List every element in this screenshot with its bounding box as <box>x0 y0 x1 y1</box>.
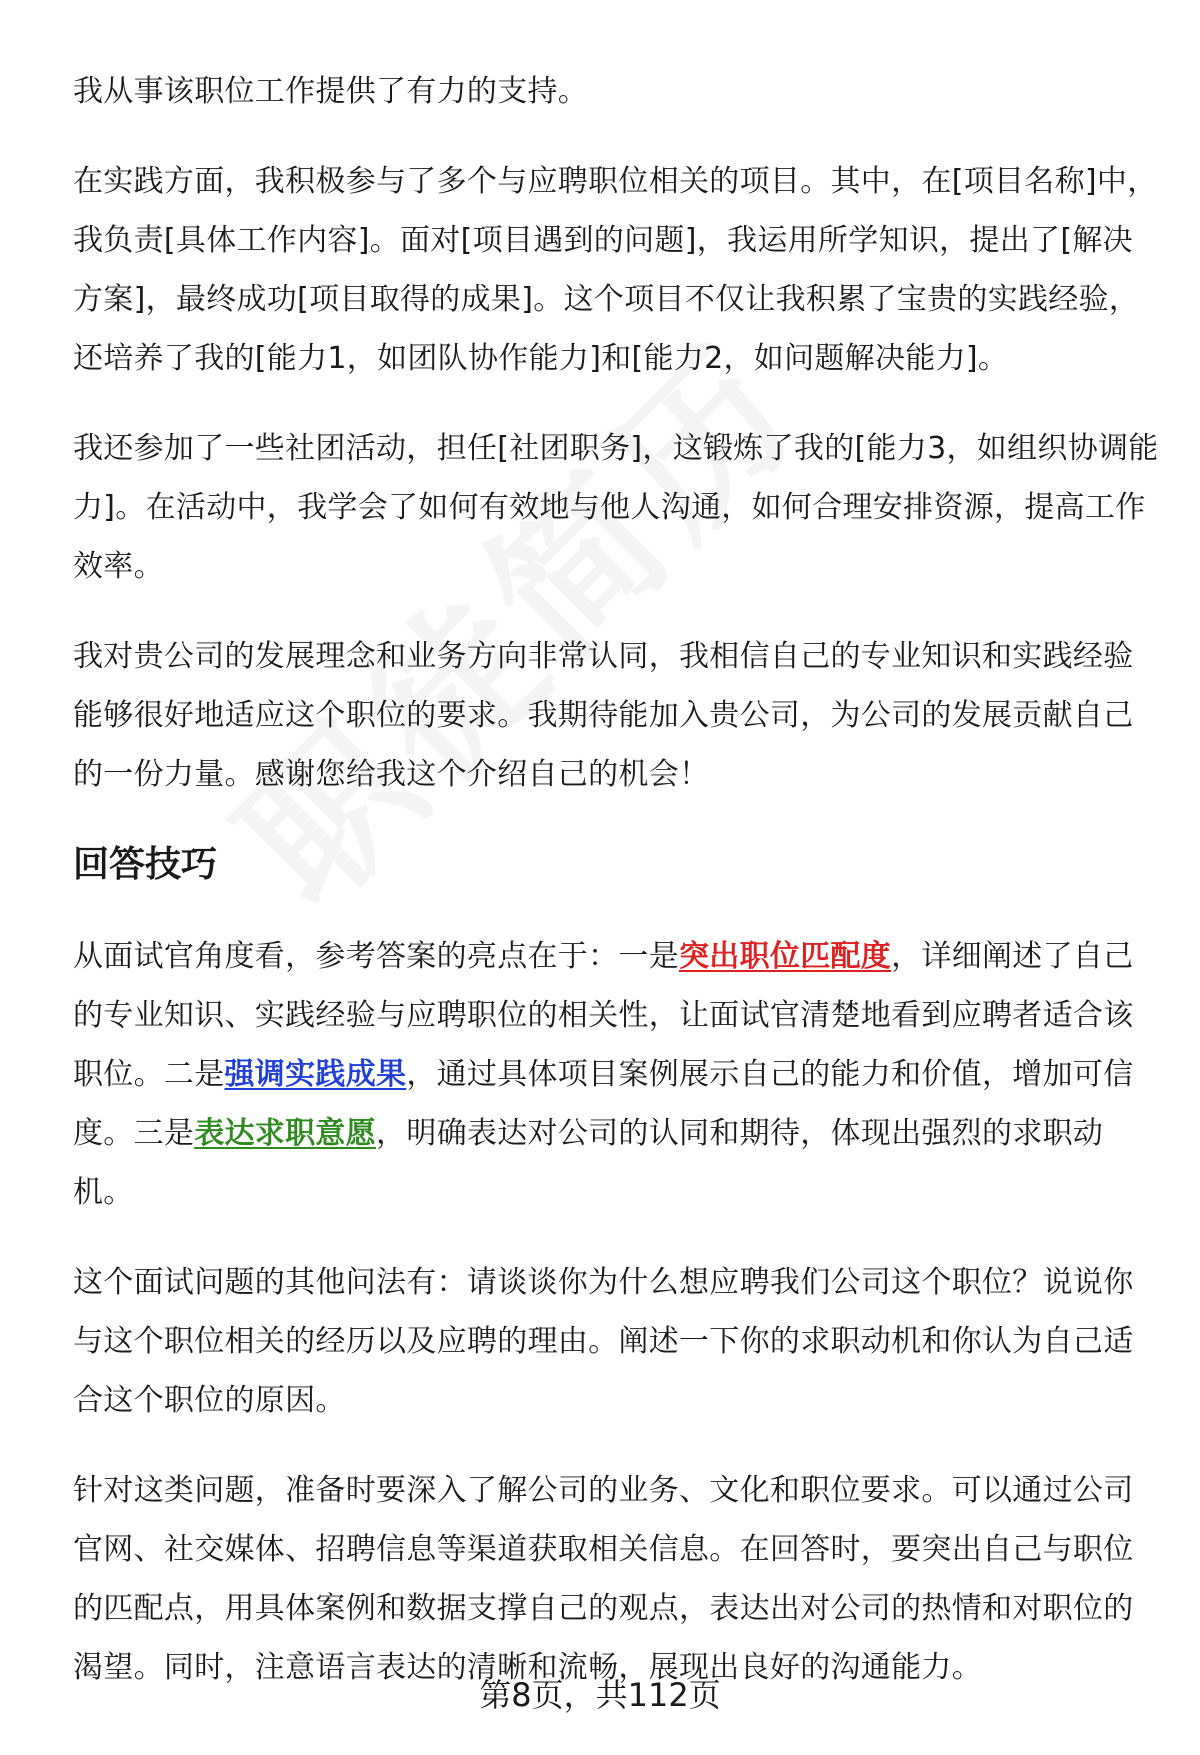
highlight-job-match: 突出职位匹配度 <box>679 939 892 974</box>
paragraph-closing: 我对贵公司的发展理念和业务方向非常认同，我相信自己的专业知识和实践经验能够很好地适应这个职位的要求。我期待能加入贵公司，为公司的发展贡献自己的一份力量。感谢您给我这个介绍自己的机会！ <box>73 639 1134 792</box>
paragraph-club-activities: 我还参加了一些社团活动，担任[社团职务]，这锻炼了我的[能力3，如组织协调能力]。在活动中，我学会了如何有效地与他人沟通，如何合理安排资源，提高工作效率。 <box>73 431 1159 584</box>
highlights-text-c: ，通过具体项目案例展示自己的能力和价值，增加可信度。三是 <box>73 1057 1134 1151</box>
paragraph-highlights <box>73 927 1163 1222</box>
highlights-text-b: ，详细阐述了自己的专业知识、实践经验与应聘职位的相关性，让面试官清楚地看到应聘者适合该职位。二是 <box>73 939 1134 1092</box>
highlights-text-d: ，明确表达对公司的认同和期待，体现出强烈的求职动机。 <box>73 1116 1104 1210</box>
section-heading: 回答技巧 <box>73 844 218 885</box>
paragraph-continuation: 我从事该职位工作提供了有力的支持。 <box>73 74 589 109</box>
highlights-text-a: 从面试官角度看，参考答案的亮点在于：一是 <box>73 939 679 974</box>
page-content <box>73 62 1163 1728</box>
page-number: 第8页，共112页 <box>479 1676 721 1714</box>
paragraph-practice: 在实践方面，我积极参与了多个与应聘职位相关的项目。其中，在[项目名称]中，我负责[具体工作内容]。面对[项目遇到的问题]，我运用所学知识，提出了[解决方案]，最终成功[项目取得的成果]。这个项目不仅让我积累了宝贵的实践经验，还培养了我的[能力1，如团队协作能力]和[能力2，如问题解决能力]。 <box>73 164 1158 376</box>
highlight-practice-results: 强调实践成果 <box>224 1057 407 1092</box>
highlight-job-intent: 表达求职意愿 <box>194 1116 377 1151</box>
paragraph-alternative-questions: 这个面试问题的其他问法有：请谈谈你为什么想应聘我们公司这个职位？说说你与这个职位相关的经历以及应聘的理由。阐述一下你的求职动机和你认为自己适合这个职位的原因。 <box>73 1265 1134 1418</box>
paragraph-preparation-advice: 针对这类问题，准备时要深入了解公司的业务、文化和职位要求。可以通过公司官网、社交媒体、招聘信息等渠道获取相关信息。在回答时，要突出自己与职位的匹配点，用具体案例和数据支撑自己的观点，表达出对公司的热情和对职位的渴望。同时，注意语言表达的清晰和流畅，展现出良好的沟通能力。 <box>73 1473 1134 1685</box>
